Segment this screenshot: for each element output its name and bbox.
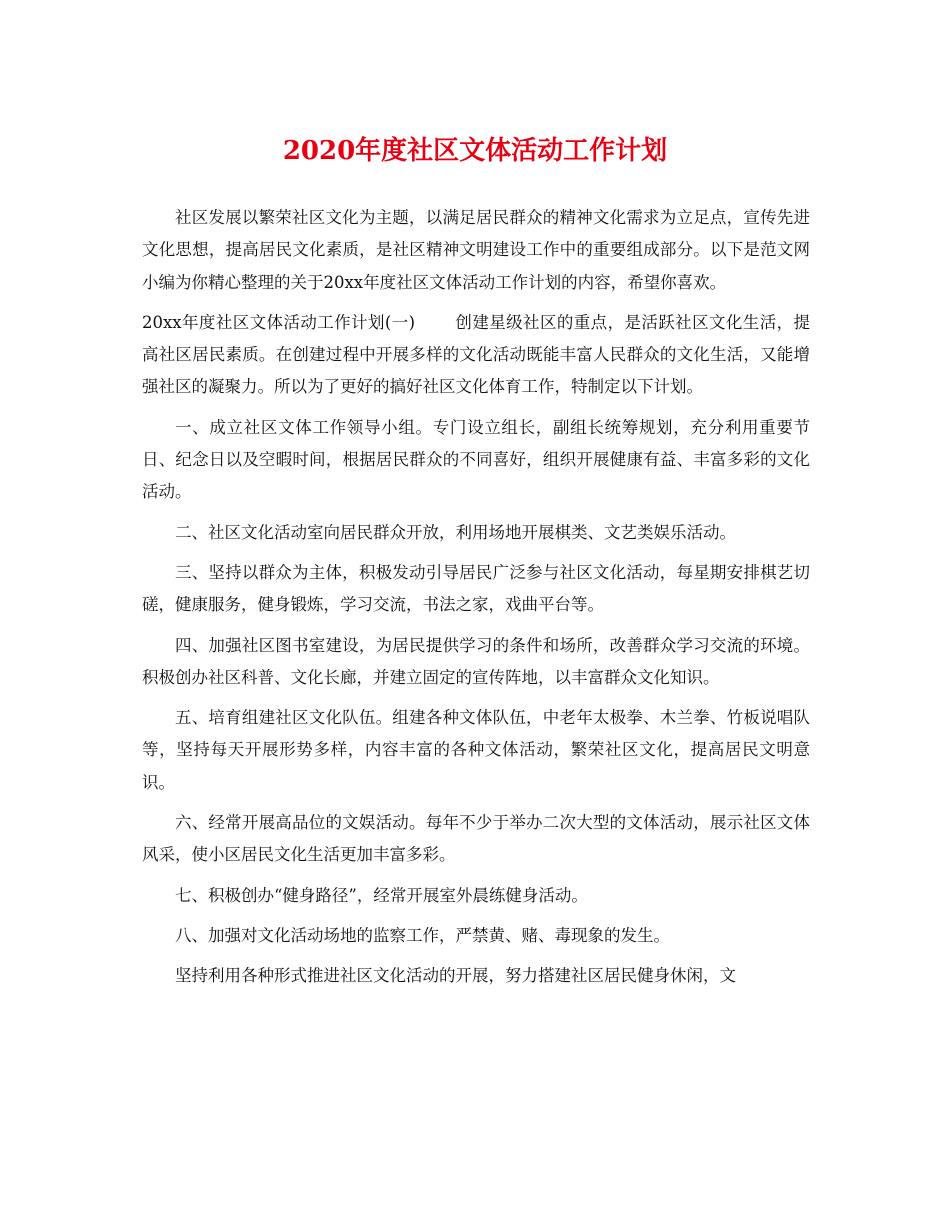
section-heading: 20xx年度社区文体活动工作计划(一) [142, 312, 416, 332]
closing-paragraph: 坚持利用各种形式推进社区文化活动的开展，努力搭建社区居民健身休闲，文 [175, 966, 736, 986]
plan-item-7: 七、积极创办“健身路径”，经常开展室外晨练健身活动。 [175, 885, 588, 905]
plan-item-3: 三、坚持以群众为主体，积极发动引导居民广泛参与社区文化活动，每星期安排棋艺切磋，健康服务，健身锻炼，学习交流，书法之家，戏曲平台等。 [142, 562, 810, 615]
section-lead: 创建星级社区的重点，是活跃社区文化生活，提高社区居民素质。在创建过程中开展多样的文化活动既能丰富人民群众的文化生活，又能增强社区的凝聚力。所以为了更好的搞好社区文化体育工作，特制定以下计划。 [142, 312, 810, 397]
document-title: 2020年度社区文体活动工作计划 [282, 136, 668, 166]
plan-item-1: 一、成立社区文体工作领导小组。专门设立组长，副组长统筹规划，充分利用重要节日、纪念日以及空暇时间，根据居民群众的不同喜好，组织开展健康有益、丰富多彩的文化活动。 [142, 417, 810, 502]
plan-item-2: 二、社区文化活动室向居民群众开放，利用场地开展棋类、文艺类娱乐活动。 [175, 522, 736, 542]
document-body [142, 202, 810, 993]
plan-item-8: 八、加强对文化活动场地的监察工作，严禁黄、赌、毒现象的发生。 [175, 925, 670, 945]
plan-item-6: 六、经常开展高品位的文娱活动。每年不少于举办二次大型的文体活动，展示社区文体风采，使小区居民文化生活更加丰富多彩。 [142, 813, 810, 865]
plan-item-4: 四、加强社区图书室建设，为居民提供学习的条件和场所，改善群众学习交流的环境。积极创办社区科普、文化长廊，并建立固定的宣传阵地，以丰富群众文化知识。 [142, 635, 810, 687]
plan-item-5: 五、培育组建社区文化队伍。组建各种文体队伍，中老年太极拳、木兰拳、竹板说唱队等，坚持每天开展形势多样，内容丰富的各种文体活动，繁荣社区文化，提高居民文明意识。 [142, 708, 810, 792]
intro-paragraph: 社区发展以繁荣社区文化为主题，以满足居民群众的精神文化需求为立足点，宣传先进文化思想，提高居民文化素质，是社区精神文明建设工作中的重要组成部分。以下是范文网小编为你精心整理的关于20xx年度社区文体活动工作计划的内容，希望你喜欢。 [142, 208, 810, 292]
section-paragraph [142, 307, 810, 404]
